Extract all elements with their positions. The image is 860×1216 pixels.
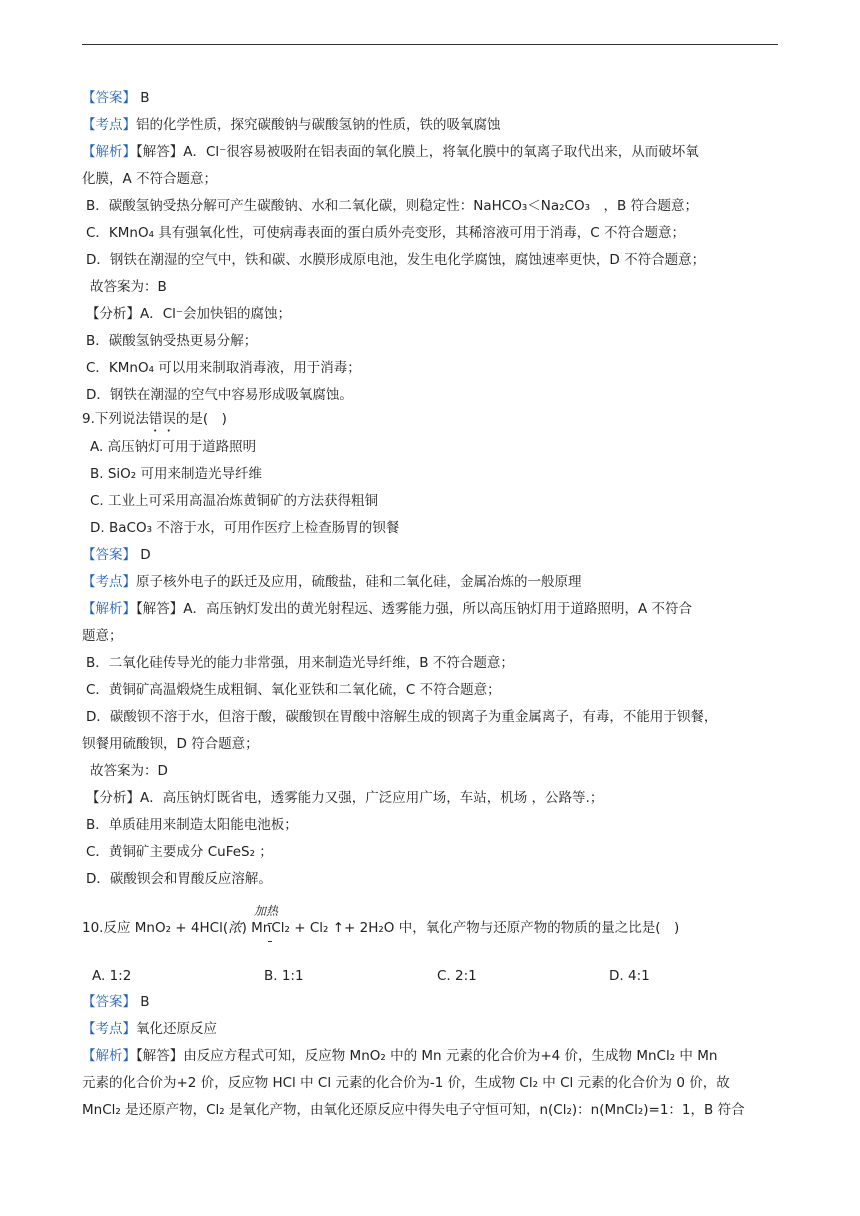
q9-conclusion: 故答案为：D bbox=[90, 763, 168, 779]
q8-fenxi-d: D．钢铁在潮湿的空气中容易形成吸氧腐蚀。 bbox=[86, 387, 353, 403]
q10-option-c: C. 2:1 bbox=[437, 968, 477, 984]
q9-analysis-line-3: B．二氧化硅传导光的能力非常强，用来制造光导纤维，B 不符合题意； bbox=[86, 655, 514, 671]
q9-analysis-line: 【解析】【解答】A．高压钠灯发出的黄光射程远、透雾能力强，所以高压钠灯用于道路照明，A 不符合 bbox=[82, 601, 693, 617]
q8-analysis-line-3: B．碳酸氢钠受热分解可产生碳酸钠、水和二氧化碳，则稳定性：NaHCO₃＜Na₂CO₃ ，B 符合题意； bbox=[86, 198, 699, 214]
q9-point-line: 【考点】原子核外电子的跃迁及应用，硫酸盐，硅和二氧化硅，金属冶炼的一般原理 bbox=[82, 574, 582, 590]
q9-option-a: A. 高压钠灯可用于道路照明 bbox=[90, 439, 257, 455]
q8-fenxi-c: C．KMnO₄ 可以用来制取消毒液，用于消毒； bbox=[86, 360, 361, 376]
q8-point-line: 【考点】铝的化学性质，探究碳酸钠与碳酸氢钠的性质，铁的吸氧腐蚀 bbox=[82, 117, 501, 133]
q9-stem: 9.下列说法错误的是( ) bbox=[82, 411, 227, 427]
q9-fenxi: 【分析】A．高压钠灯既省电，透雾能力又强，广泛应用广场，车站，机场 ，公路等.； bbox=[86, 790, 604, 806]
q9-option-d: D. BaCO₃ 不溶于水，可用作医疗上检查肠胃的钡餐 bbox=[90, 520, 400, 536]
q8-answer-line: 【答案】 B bbox=[82, 90, 150, 106]
q8-analysis-line-5: D．钢铁在潮湿的空气中，铁和碳、水膜形成原电池，发生电化学腐蚀，腐蚀速率更快，D 不符合题意； bbox=[86, 252, 706, 268]
q9-answer-line: 【答案】 D bbox=[82, 547, 151, 563]
q9-analysis-line-5: D．碳酸钡不溶于水，但溶于酸，碳酸钡在胃酸中溶解生成的钡离子为重金属离子，有毒，不能用于钡餐， bbox=[86, 709, 718, 725]
q10-stem: 10.反应 MnO₂ + 4HCl(浓) MnCl₂ + Cl₂ ↑+ 2H₂O 中，氧化产物与还原产物的物质的量之比是( ) bbox=[82, 920, 680, 936]
q10-analysis-line-3: MnCl₂ 是还原产物，Cl₂ 是氧化产物，由氧化还原反应中得失电子守恒可知，n(Cl₂)：n(MnCl₂)=1：1，B 符合 bbox=[82, 1102, 745, 1118]
q8-answer: B bbox=[140, 90, 150, 106]
q8-conclusion: 故答案为：B bbox=[90, 279, 167, 295]
q10-heat-label: 加热 bbox=[254, 904, 279, 918]
header-rule bbox=[82, 44, 778, 45]
q8-analysis-line: 【解析】【解答】A．Cl⁻很容易被吸附在铝表面的氧化膜上，将氧化膜中的氧离子取代出来，从而破坏氧 bbox=[82, 144, 699, 160]
q10-answer-line: 【答案】 B bbox=[82, 994, 150, 1010]
q9-analysis-line-4: C．黄铜矿高温煅烧生成粗铜、氧化亚铁和二氧化硫，C 不符合题意； bbox=[86, 682, 501, 698]
q10-point-line: 【考点】氧化还原反应 bbox=[82, 1021, 217, 1037]
q10-analysis-line: 【解析】【解答】由反应方程式可知，反应物 MnO₂ 中的 Mn 元素的化合价为+4 价，生成物 MnCl₂ 中 Mn bbox=[82, 1048, 718, 1064]
q10-option-b: B. 1:1 bbox=[264, 968, 304, 984]
q9-analysis-line-2: 题意； bbox=[82, 628, 123, 644]
q10-analysis-line-2: 元素的化合价为+2 价，反应物 HCl 中 Cl 元素的化合价为-1 价，生成物 Cl₂ 中 Cl 元素的化合价为 0 价，故 bbox=[82, 1075, 730, 1091]
q9-answer: D bbox=[140, 547, 151, 563]
q9-fenxi-b: B．单质硅用来制造太阳能电池板； bbox=[86, 817, 298, 833]
q10-option-d: D. 4:1 bbox=[609, 968, 650, 984]
q9-option-b: B. SiO₂ 可用来制造光导纤维 bbox=[90, 466, 262, 482]
q10-arrow-mark-bottom bbox=[268, 941, 272, 942]
q9-analysis-line-6: 钡餐用硫酸钡，D 符合题意； bbox=[82, 736, 259, 752]
q8-analysis-line-4: C．KMnO₄ 具有强氧化性，可使病毒表面的蛋白质外壳变形，其稀溶液可用于消毒，C 不符合题意； bbox=[86, 225, 686, 241]
q10-answer: B bbox=[140, 994, 150, 1010]
q9-fenxi-d: D．碳酸钡会和胃酸反应溶解。 bbox=[86, 871, 272, 887]
q8-fenxi-b: B．碳酸氢钠受热更易分解； bbox=[86, 333, 258, 349]
q9-option-c: C. 工业上可采用高温冶炼黄铜矿的方法获得粗铜 bbox=[90, 493, 379, 509]
q10-option-a: A. 1:2 bbox=[92, 968, 132, 984]
q8-fenxi: 【分析】A．Cl⁻会加快铝的腐蚀； bbox=[86, 306, 292, 322]
q9-fenxi-c: C．黄铜矿主要成分 CuFeS₂ ； bbox=[86, 844, 273, 860]
q8-analysis-line-2: 化膜，A 不符合题意； bbox=[82, 171, 218, 187]
